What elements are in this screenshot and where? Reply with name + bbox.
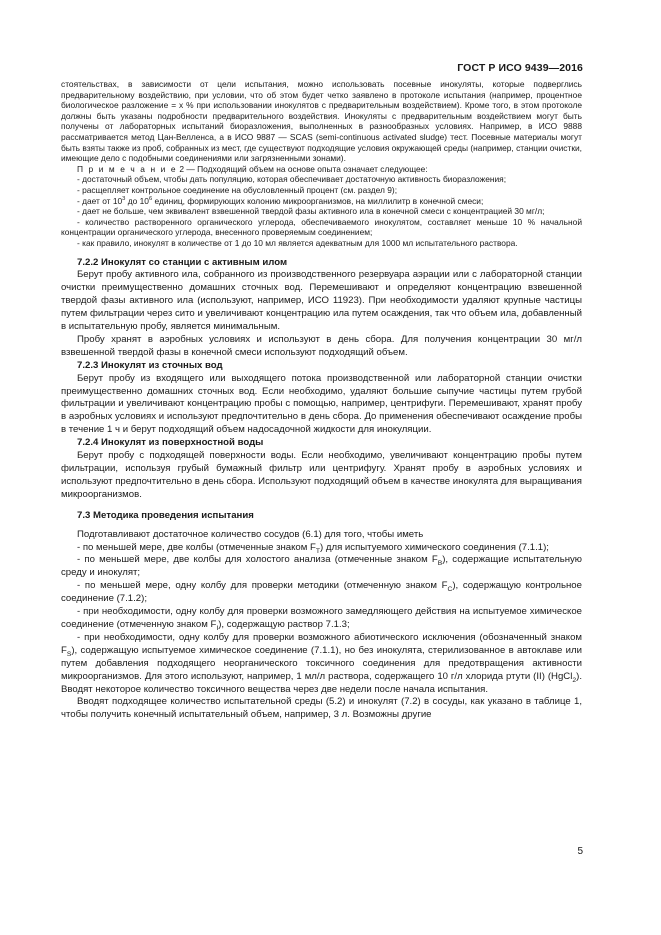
note-item: - расщепляет контрольное соединение на обусловленный процент (см. раздел 9);	[77, 184, 398, 195]
body-paragraph: Подготавливают достаточное количество сосудов (6.1) для того, чтобы иметь	[77, 528, 424, 540]
note-item: - дает не больше, чем эквивалент взвешенной твердой фазы активного ила в конечной смеси с концентрацией 30 мг/л;	[77, 206, 545, 217]
note-item: - достаточный объем, чтобы дать популяцию, которая обеспечивает достаточную активность биоразложения;	[77, 174, 507, 185]
document-header: ГОСТ Р ИСО 9439—2016	[457, 62, 583, 74]
section-heading-7-2-2: 7.2.2 Инокулят со станции с активным илом	[77, 256, 288, 268]
note-item: - количество растворенного органического углерода, обеспечиваемого инокулятом, составляет меньше 10 % начальной концентрации органического углерода, внесенного проверяемым соединением;	[61, 216, 582, 238]
section-heading-7-3: 7.3 Методика проведения испытания	[77, 509, 254, 521]
intro-paragraph: стоятельствах, в зависимости от цели испытания, можно использовать посевные инокуляты, которые подверглись предварительному воздействию, при условии, что об этом будет четко заявлено в протоколе испытания (например, процентное биологическое разложение = x % при использовании инокулятов с предварительным воздействием). Кроме того, в этом протоколе должны быть указаны подробности предварительного воздействия. Инокуляты с предварительным воздействием могут быть получены от лабораторных испытаний биоразложения, выполненных в разнообразных условиях. Например, в ИСО 9888 рассматривается метод Цан-Велленса, а в ИСО 9887 — SCAS (semi-continuous activated sludge) тест. Посевные материалы могут быть взяты также из проб, собранных из мест, где существуют подходящие условия окружающей среды (например, станции очистки, имеющие дело с подобными соединениями или загрязненными зонами).	[61, 79, 582, 164]
list-item: - по меньшей мере, две колбы (отмеченные знаком $F_T$) для испытуемого химического соединения (7.1.1);	[77, 541, 549, 555]
body-paragraph: Берут пробу активного ила, собранного из производственного резервуара аэрации или с лабораторной станции очистки преимущественно домашних сточных вод. Перемешивают и определяют концентрацию взвешенной твердой фазы активного ила (используют, например, ИСО 11923). При необходимости удаляют крупные частицы путем фильтрации через сито и увеличивают концентрацию ила путем осаждения, так что объем ила, добавленный в испытательную пробу, является минимальным.	[61, 269, 582, 333]
section-heading-7-2-4: 7.2.4 Инокулят из поверхностной воды	[77, 437, 264, 449]
body-paragraph: Вводят подходящее количество испытательной среды (5.2) и инокулят (7.2) в сосуды, как указано в таблице 1, чтобы получить конечный испытательный объем, например, 3 л. Возможны другие	[61, 696, 582, 721]
body-paragraph: Берут пробу из входящего или выходящего потока производственной или лабораторной станции очистки преимущественно домашних сточных вод. Если необходимо, удаляют большие сыпучие частицы путем грубой фильтрации и увеличивают концентрацию пробы с помощью, например, центрифуги. Перемешивают, хранят пробу в аэробных условиях и используют предпочтительно в день сбора. До применения обеспечивают осаждение пробы в течение 1 ч и берут подходящий объем надосадочной жидкости для инокуляции.	[61, 372, 582, 436]
page-number: 5	[577, 846, 583, 857]
page-content	[61, 79, 582, 722]
note-item: - дает от $10^3$ до $10^6$ единиц, формирующих колонию микроорганизмов, на миллилитр в конечной смеси;	[77, 195, 484, 206]
note-text: 2 — Подходящий объем на основе опыта означает следующее:	[177, 163, 428, 174]
list-item: - по меньшей мере, две колбы для холостого анализа (отмеченные знаком $F_B$), содержащие испытательную среду и инокулят;	[61, 554, 582, 579]
note-heading	[61, 164, 582, 175]
body-paragraph: Берут пробу с подходящей поверхности воды. Если необходимо, увеличивают концентрацию пробы путем фильтрации, используя грубый бумажный фильтр или центрифугу. Хранят пробу в аэробных условиях и используют предпочтительно в день сбора. Используют подходящий объем в качестве инокулята для выращивания микроорганизмов.	[61, 450, 582, 500]
list-item: - при необходимости, одну колбу для проверки возможного замедляющего действия на испытуемое химическое соединение (отмеченную знаком $F_I$), содержащую раствор 7.1.3;	[61, 606, 582, 632]
note-label: П р и м е ч а н и е	[77, 163, 178, 174]
list-item: - по меньшей мере, одну колбу для проверки методики (отмеченную знаком $F_C$), содержащую контрольное соединение (7.1.2);	[61, 580, 582, 605]
note-item: - как правило, инокулят в количестве от 1 до 10 мл является адекватным для 1000 мл испытательного раствора.	[77, 237, 518, 248]
section-heading-7-2-3: 7.2.3 Инокулят из сточных вод	[77, 359, 223, 371]
list-item: - при необходимости, одну колбу для проверки возможного абиотического исключения (обозначенный знаком $F_S$), содержащую испытуемое химическое соединение (7.1.1), но без инокулята, стерилизованное в автоклаве или путем добавления подходящего неорганического токсичного соединения для предотвращения активности микроорганизмов. Для этого используют, например, 1 мл/л раствора, содержащего 10 г/л хлорида ртути (II) (HgCl$_2$). Вводят некоторое количество токсичного вещества через две недели после начала испытания.	[61, 631, 582, 695]
body-paragraph: Пробу хранят в аэробных условиях и используют в день сбора. Для получения концентрации 30 мг/л взвешенной твердой фазы в конечной смеси используют подходящий объем.	[61, 333, 582, 358]
